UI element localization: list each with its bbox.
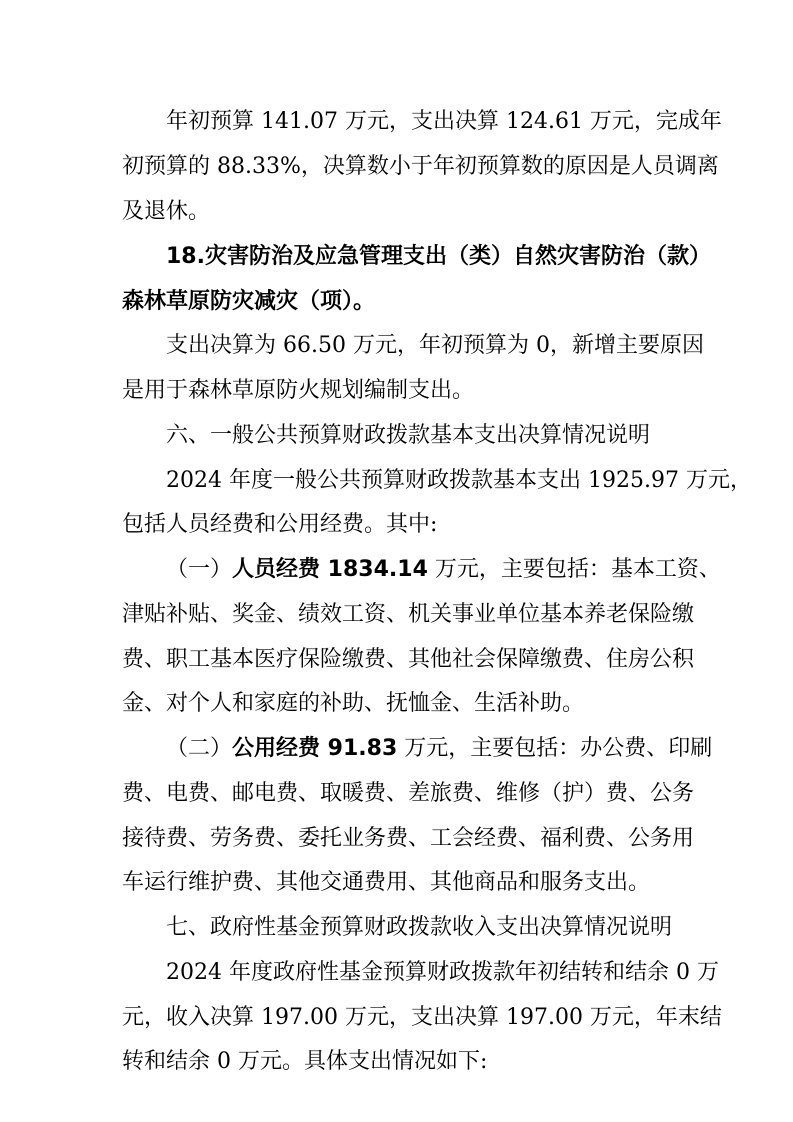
paragraph-line: 2024 年度一般公共预算财政拨款基本支出 1925.97 万元，	[166, 468, 752, 493]
paragraph-line: 包括人员经费和公用经费。其中:	[122, 512, 438, 537]
paragraph-line: 接待费、劳务费、委托业务费、工会经费、福利费、公务用	[122, 826, 695, 851]
personnel-cost-bold: 人员经费 1834.14	[232, 557, 428, 582]
paragraph-line: 2024 年度政府性基金预算财政拨款年初结转和结余 0 万	[166, 960, 719, 985]
personnel-cost-line	[166, 555, 721, 585]
paragraph-line: 年初预算 141.07 万元，支出决算 124.61 万元，完成年	[166, 109, 722, 134]
item-text: 万元，主要包括：基本工资、	[427, 557, 721, 582]
item-prefix: （一）	[166, 557, 233, 582]
paragraph-line: 及退休。	[122, 199, 211, 224]
public-cost-line	[166, 734, 712, 764]
item-prefix: （二）	[166, 736, 233, 761]
section-6-title: 六、一般公共预算财政拨款基本支出决算情况说明	[166, 423, 651, 448]
section-7-title: 七、政府性基金预算财政拨款收入支出决算情况说明	[166, 915, 673, 940]
item-18-heading: 森林草原防灾减灾（项）。	[122, 289, 376, 314]
paragraph-line: 津贴补贴、奖金、绩效工资、机关事业单位基本养老保险缴	[122, 602, 695, 627]
item-18-heading: 18.灾害防治及应急管理支出（类）自然灾害防治（款）	[166, 244, 711, 269]
paragraph-line: 支出决算为 66.50 万元，年初预算为 0，新增主要原因	[166, 333, 704, 358]
item-text: 万元，主要包括：办公费、印刷	[397, 736, 713, 761]
paragraph-line: 车运行维护费、其他交通费用、其他商品和服务支出。	[122, 870, 651, 895]
paragraph-line: 元，收入决算 197.00 万元，支出决算 197.00 万元，年末结	[122, 1005, 722, 1030]
paragraph-line: 转和结余 0 万元。具体支出情况如下:	[122, 1049, 488, 1074]
paragraph-line: 金、对个人和家庭的补助、抚恤金、生活补助。	[122, 691, 585, 716]
paragraph-line: 是用于森林草原防火规划编制支出。	[122, 378, 475, 403]
paragraph-line: 初预算的 88.33%，决算数小于年初预算数的原因是人员调离	[122, 154, 719, 179]
paragraph-line: 费、电费、邮电费、取暖费、差旅费、维修（护）费、公务	[122, 781, 695, 806]
paragraph-line: 费、职工基本医疗保险缴费、其他社会保障缴费、住房公积	[122, 647, 695, 672]
public-cost-bold: 公用经费 91.83	[232, 736, 398, 761]
